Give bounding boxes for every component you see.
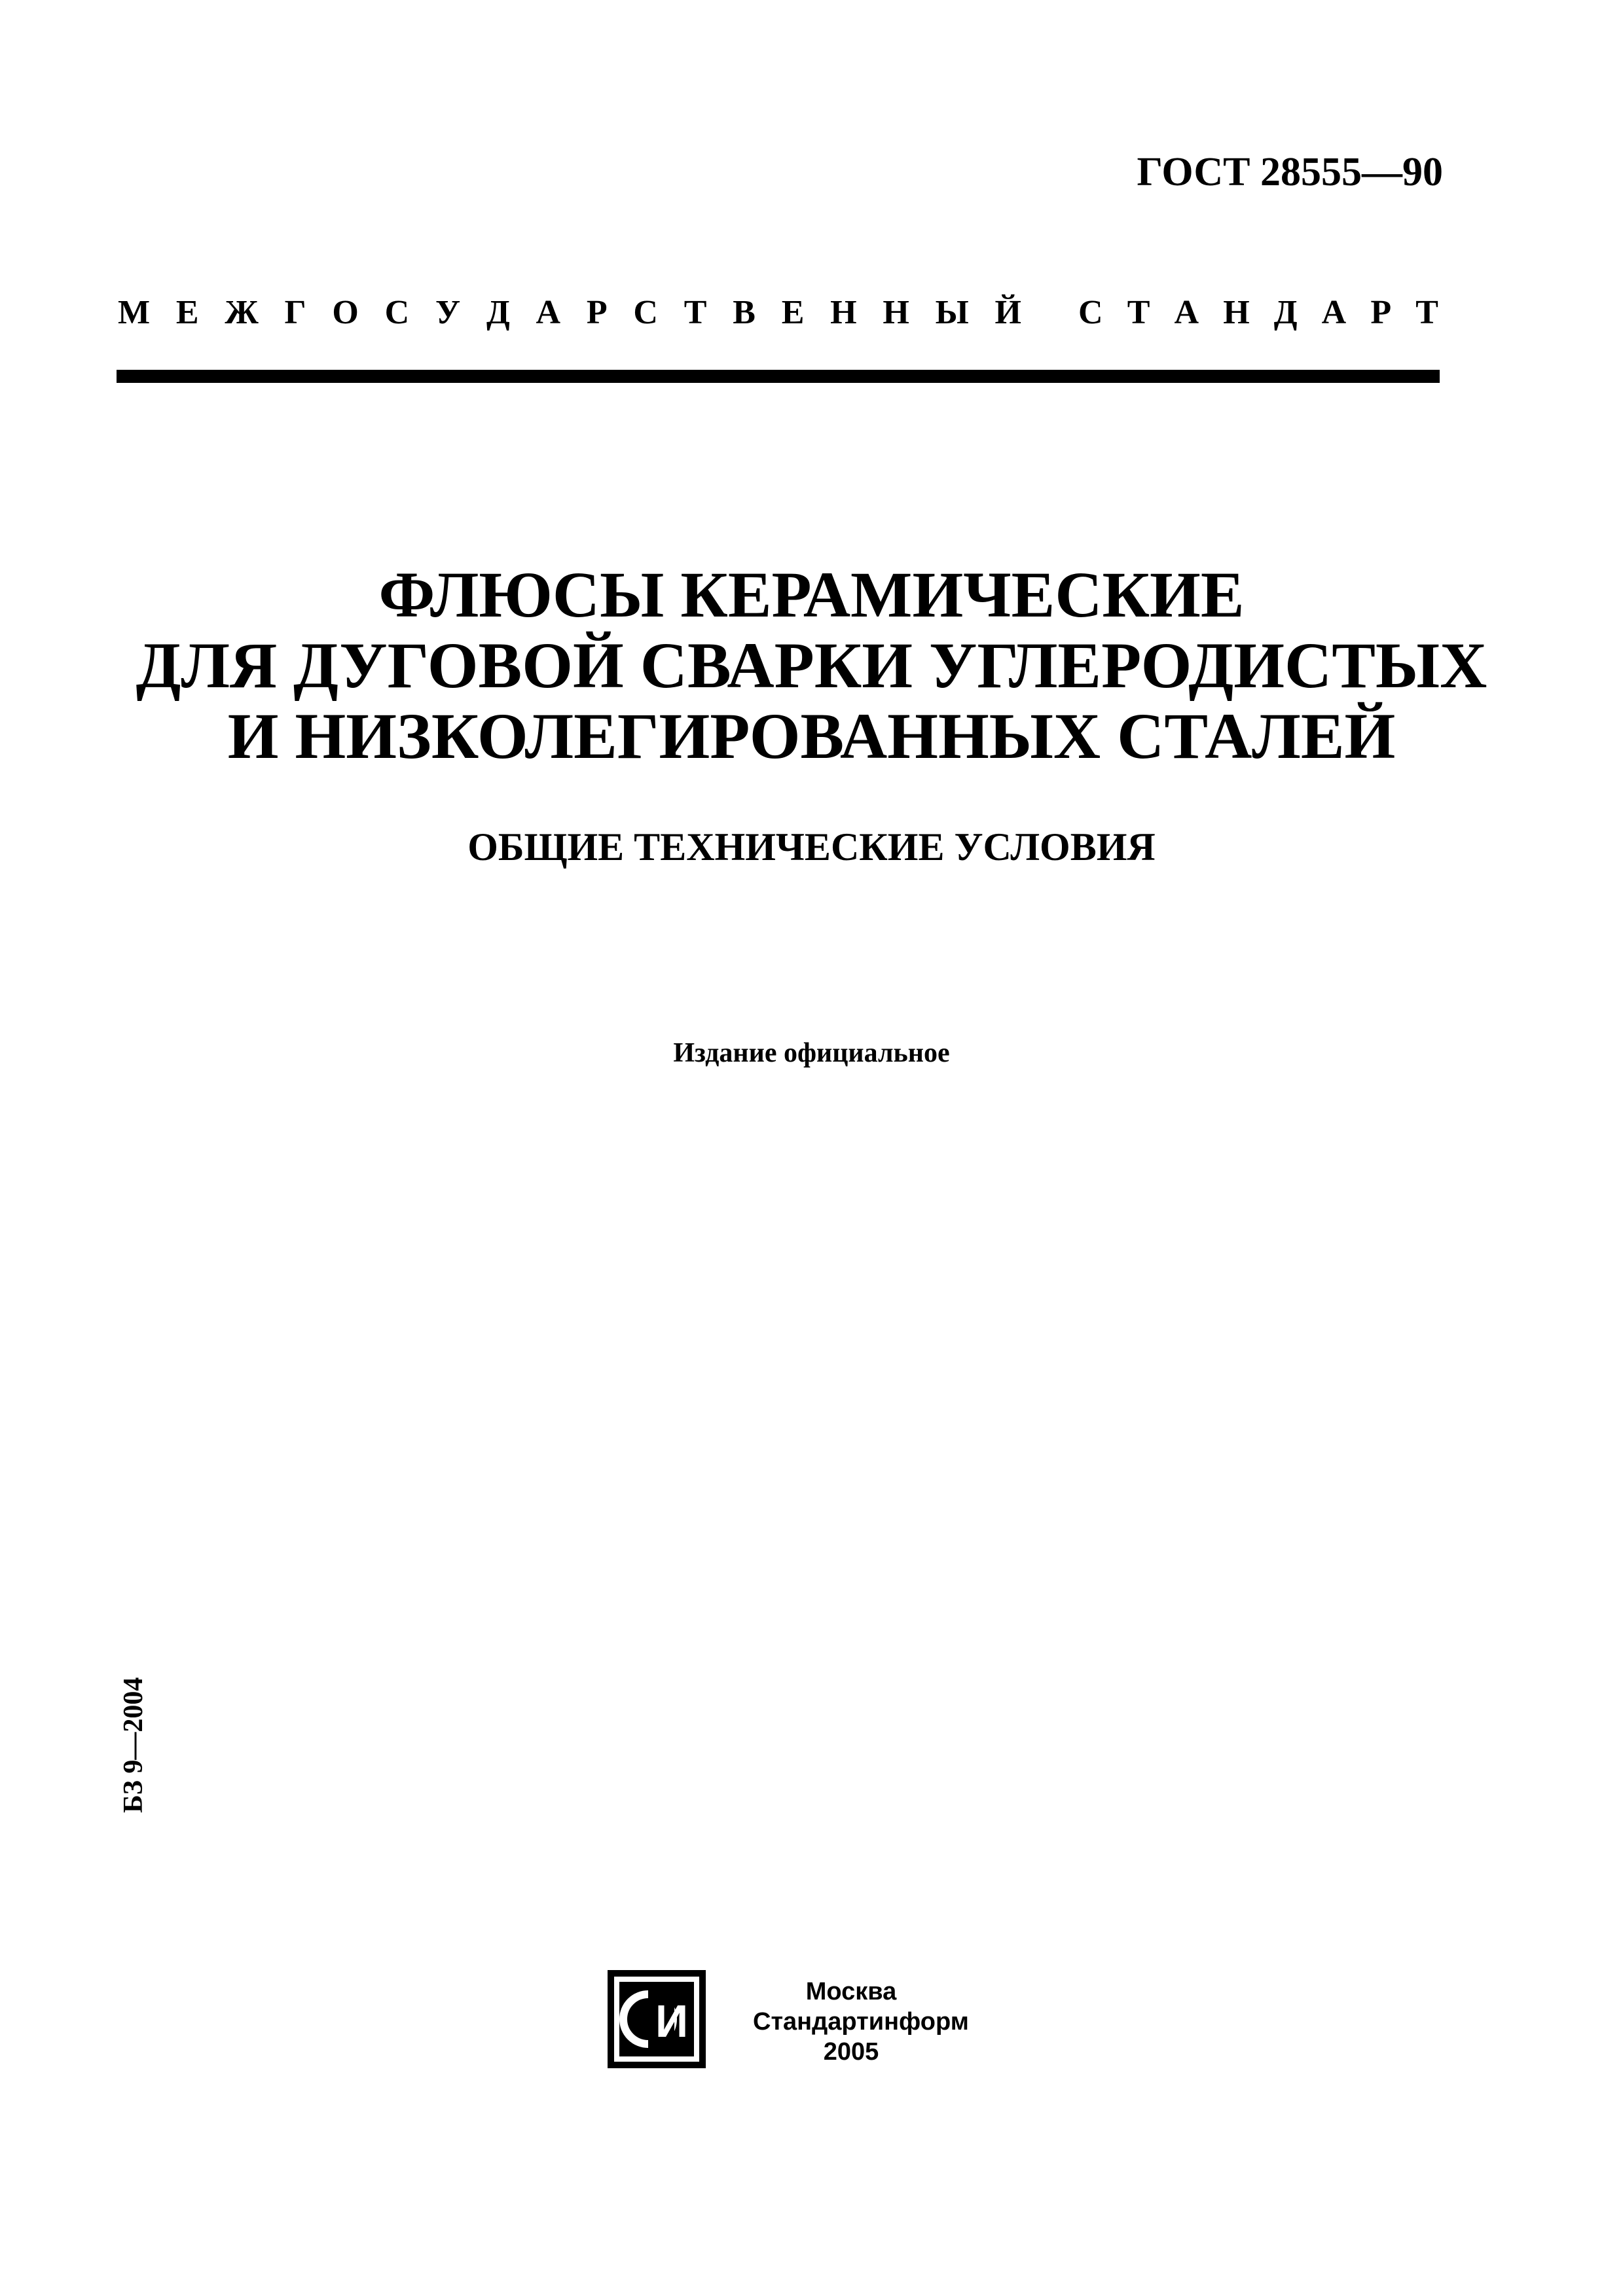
- letter: С: [1078, 294, 1103, 331]
- heading-divider: [117, 370, 1440, 383]
- publisher-city: Москва: [805, 1978, 897, 2005]
- letter: Т: [1127, 294, 1150, 331]
- letter: Е: [781, 294, 805, 331]
- letter: Е: [175, 294, 199, 331]
- letter: Д: [1273, 294, 1298, 331]
- letter: Й: [994, 294, 1021, 331]
- standard-type-heading: [118, 293, 1438, 332]
- letter: У: [435, 294, 461, 331]
- standard-type-word-standard: [1078, 293, 1438, 332]
- letter: С: [384, 294, 410, 331]
- document-subtitle: ОБЩИЕ ТЕХНИЧЕСКИЕ УСЛОВИЯ: [467, 825, 1156, 869]
- letter: Д: [486, 294, 510, 331]
- title-line: ФЛЮСЫ КЕРАМИЧЕСКИЕ: [378, 558, 1245, 631]
- letter: Г: [284, 294, 306, 331]
- letter: Н: [830, 294, 857, 331]
- letter: В: [733, 294, 756, 331]
- letter: Ж: [225, 294, 259, 331]
- document-number: ГОСТ 28555—90: [1137, 150, 1443, 194]
- publisher-block: [753, 1977, 969, 2067]
- letter: М: [118, 294, 151, 331]
- svg-text:И: И: [655, 1996, 689, 2047]
- letter: С: [633, 294, 658, 331]
- letter: А: [1321, 294, 1347, 331]
- letter: Р: [586, 294, 608, 331]
- title-line: ДЛЯ ДУГОВОЙ СВАРКИ УГЛЕРОДИСТЫХ: [136, 629, 1487, 702]
- letter: О: [332, 294, 359, 331]
- letter: Н: [883, 294, 909, 331]
- publisher-logo-icon: [608, 1970, 706, 2068]
- letter: Т: [684, 294, 707, 331]
- letter: А: [1174, 294, 1199, 331]
- letter: А: [536, 294, 561, 331]
- standard-type-word-interstate: [118, 293, 1021, 332]
- letter: Р: [1370, 294, 1392, 331]
- side-catalog-code: БЗ 9—2004: [119, 1677, 149, 1813]
- document-title: [0, 560, 1623, 772]
- edition-note: Издание официальное: [673, 1038, 950, 1068]
- letter: Н: [1223, 294, 1250, 331]
- title-line: И НИЗКОЛЕГИРОВАННЫХ СТАЛЕЙ: [227, 700, 1396, 772]
- letter: Т: [1415, 294, 1438, 331]
- publisher-name: Стандартинформ: [753, 2008, 969, 2036]
- publication-year: 2005: [823, 2038, 879, 2066]
- letter: Ы: [935, 294, 969, 331]
